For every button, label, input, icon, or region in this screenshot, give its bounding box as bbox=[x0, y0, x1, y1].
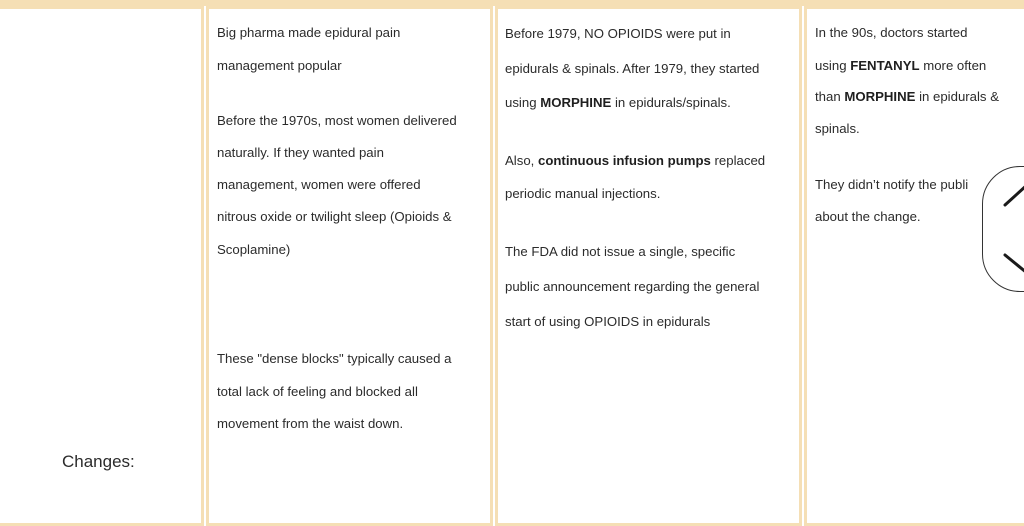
text-line: start of using OPIOIDS in epidurals bbox=[505, 314, 711, 329]
text-line: using FENTANYL more often bbox=[815, 58, 987, 73]
text-line: These "dense blocks" typically caused a bbox=[217, 351, 452, 366]
text-line: spinals. bbox=[815, 121, 860, 136]
column-1979 bbox=[495, 6, 802, 526]
text-line: Big pharma made epidural pain bbox=[217, 25, 401, 40]
text-line: The FDA did not issue a single, specific bbox=[505, 244, 736, 259]
text-line: total lack of feeling and blocked all bbox=[217, 384, 418, 399]
column-1970s bbox=[206, 6, 493, 526]
text-line: periodic manual injections. bbox=[505, 186, 661, 201]
text-line: using MORPHINE in epidurals/spinals. bbox=[505, 95, 731, 110]
text-line: They didn’t notify the publi bbox=[815, 177, 969, 192]
chevron-icon bbox=[983, 167, 1024, 293]
text-line: movement from the waist down. bbox=[217, 416, 404, 431]
text-line: than MORPHINE in epidurals & bbox=[815, 89, 999, 104]
text-line: management, women were offered bbox=[217, 177, 421, 192]
text-line: Before the 1970s, most women delivered bbox=[217, 113, 457, 128]
scroll-control-button[interactable] bbox=[982, 166, 1024, 292]
label-column bbox=[0, 6, 204, 526]
text-line: nitrous oxide or twilight sleep (Opioids & bbox=[217, 209, 452, 224]
text-line: Before 1979, NO OPIOIDS were put in bbox=[505, 26, 731, 41]
text-line: Scoplamine) bbox=[217, 242, 291, 257]
text-line: management popular bbox=[217, 58, 342, 73]
text-line: public announcement regarding the general bbox=[505, 279, 760, 294]
text-line: about the change. bbox=[815, 209, 921, 224]
text-line: In the 90s, doctors started bbox=[815, 25, 968, 40]
bold-term: MORPHINE bbox=[844, 89, 916, 104]
text-line: Also, continuous infusion pumps replaced bbox=[505, 153, 766, 168]
changes-label: Changes: bbox=[62, 452, 135, 471]
text-line: epidurals & spinals. After 1979, they started bbox=[505, 61, 760, 76]
bold-term: MORPHINE bbox=[540, 95, 612, 110]
bold-term: continuous infusion pumps bbox=[537, 153, 711, 168]
text-line: naturally. If they wanted pain bbox=[217, 145, 384, 160]
bold-term: FENTANYL bbox=[850, 58, 920, 73]
